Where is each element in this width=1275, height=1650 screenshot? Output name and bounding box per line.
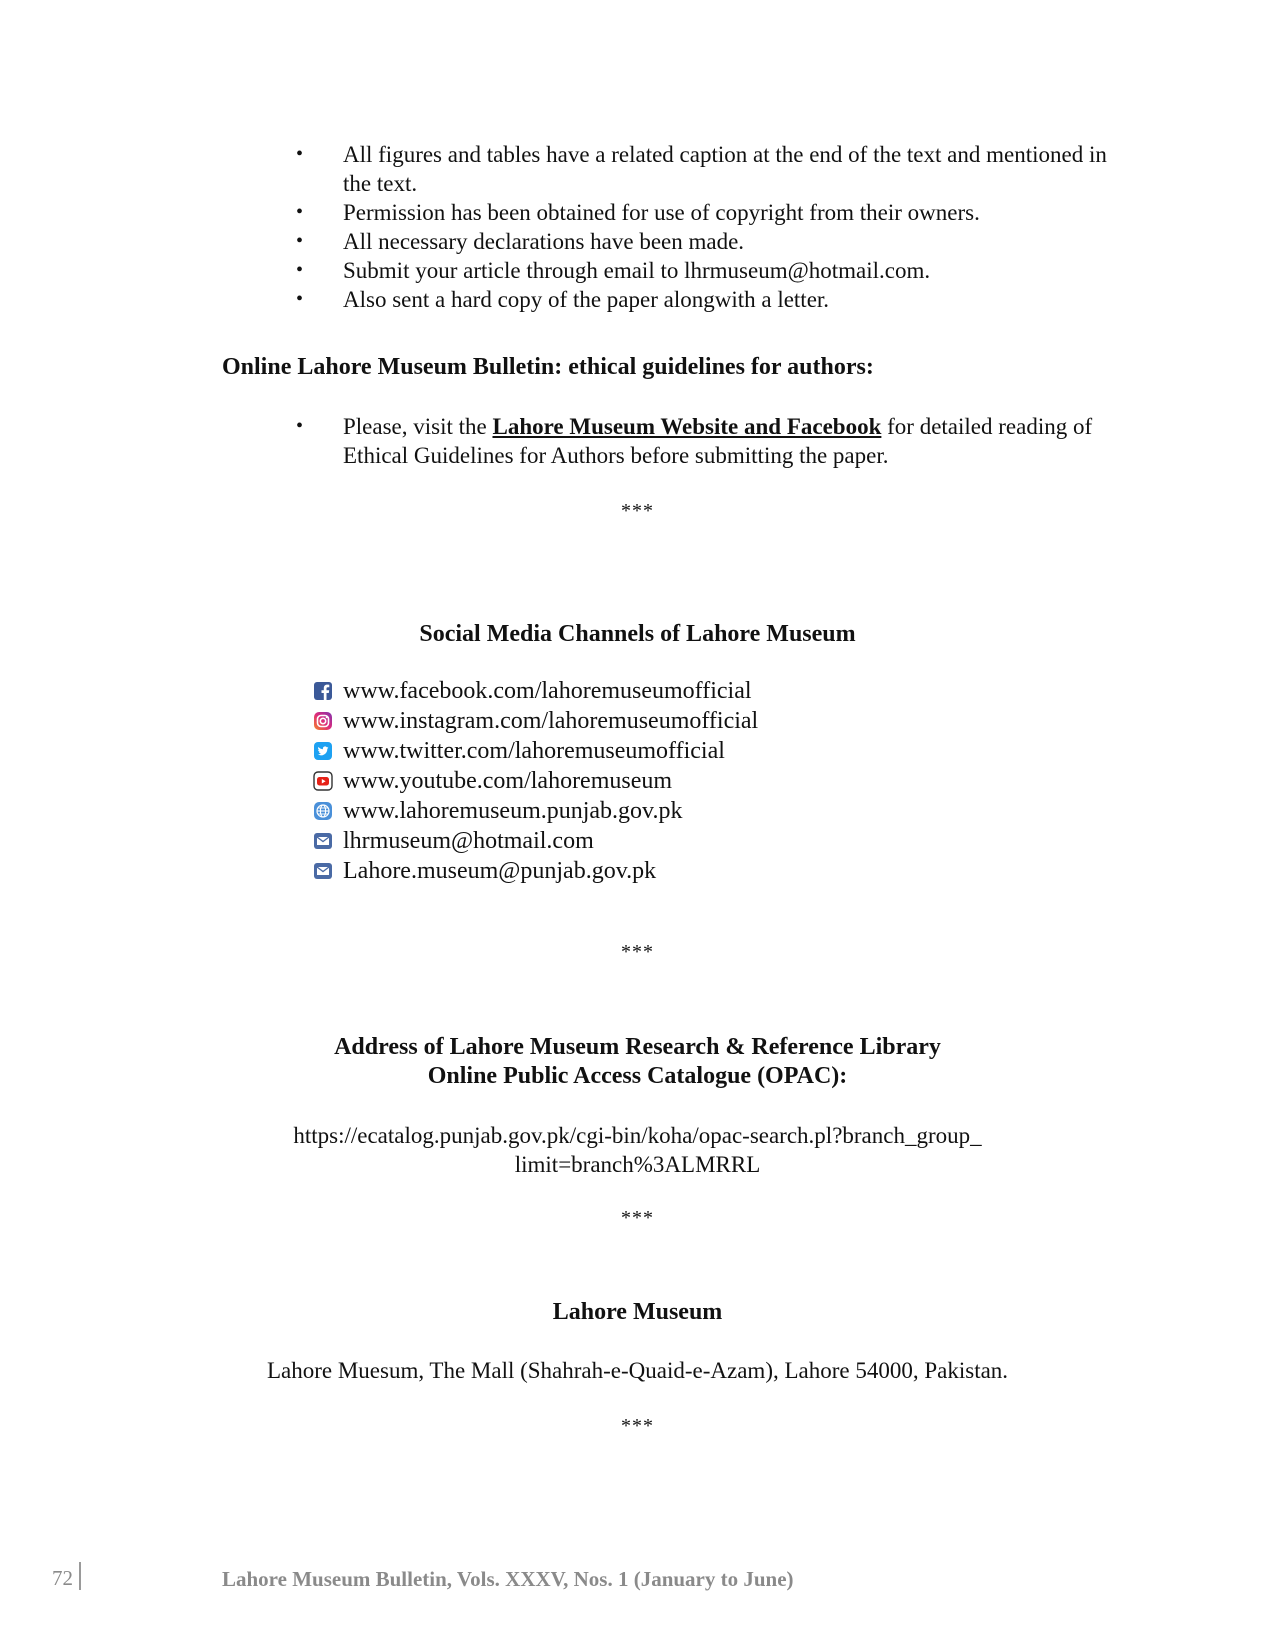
- checklist-item: Submit your article through email to lhrmuseum@hotmail.com.: [343, 258, 931, 283]
- youtube-icon: [313, 771, 333, 791]
- bullet: •: [296, 201, 304, 223]
- instagram-icon: [313, 711, 333, 731]
- ethics-text-after: for detailed reading of Ethical Guidelines for Authors before submitting the paper.: [343, 414, 1093, 468]
- checklist-item: Also sent a hard copy of the paper alongwith a letter.: [343, 287, 830, 312]
- social-url: www.youtube.com/lahoremuseum: [343, 768, 673, 794]
- checklist-item: All necessary declarations have been made.: [343, 229, 745, 254]
- mail-icon: [313, 831, 333, 851]
- opac-url-line2[interactable]: limit=branch%3ALMRRL: [514, 1152, 761, 1177]
- library-heading-line2: Online Public Access Catalogue (OPAC):: [427, 1063, 848, 1089]
- mail-icon: [313, 861, 333, 881]
- checklist-item: Permission has been obtained for use of copyright from their owners.: [343, 200, 980, 225]
- page-number: 72: [52, 1566, 73, 1590]
- bullet: •: [296, 288, 304, 310]
- social-url: www.lahoremuseum.punjab.gov.pk: [343, 798, 683, 824]
- social-email: lhrmuseum@hotmail.com: [343, 828, 594, 854]
- globe-icon: [313, 801, 333, 821]
- footer-title: Lahore Museum Bulletin, Vols. XXXV, Nos. 1 (January to June): [222, 1567, 794, 1591]
- library-heading-line1: Address of Lahore Museum Research & Reference Library: [334, 1034, 941, 1060]
- website-facebook-link[interactable]: Lahore Museum Website and Facebook: [492, 414, 882, 439]
- twitter-icon: [313, 741, 333, 761]
- separator-stars: ***: [621, 1415, 654, 1437]
- museum-address: Lahore Muesum, The Mall (Shahrah-e-Quaid-e-Azam), Lahore 54000, Pakistan.: [266, 1358, 1009, 1383]
- social-url: www.twitter.com/lahoremuseumofficial: [343, 738, 725, 764]
- footer-divider: [79, 1562, 81, 1590]
- bullet: •: [296, 143, 304, 165]
- ethics-heading: Online Lahore Museum Bulletin: ethical guidelines for authors:: [222, 354, 874, 380]
- checklist-item: All figures and tables have a related caption at the end of the text and mentioned in the text.: [343, 142, 1107, 196]
- bullet: •: [296, 230, 304, 252]
- separator-stars: ***: [621, 1207, 654, 1229]
- separator-stars: ***: [621, 500, 654, 522]
- social-email: Lahore.museum@punjab.gov.pk: [343, 858, 657, 884]
- separator-stars: ***: [621, 941, 654, 963]
- museum-heading: Lahore Museum: [552, 1299, 723, 1325]
- opac-url-line1[interactable]: https://ecatalog.punjab.gov.pk/cgi-bin/koha/opac-search.pl?branch_group_: [293, 1123, 982, 1148]
- social-url: www.facebook.com/lahoremuseumofficial: [343, 678, 752, 704]
- ethics-text-before: Please, visit the: [343, 414, 493, 439]
- social-heading: Social Media Channels of Lahore Museum: [419, 621, 856, 647]
- social-url: www.instagram.com/lahoremuseumofficial: [343, 708, 759, 734]
- facebook-icon: [313, 681, 333, 701]
- bullet: •: [296, 415, 304, 437]
- bullet: •: [296, 259, 304, 281]
- ethics-paragraph: [343, 412, 1133, 470]
